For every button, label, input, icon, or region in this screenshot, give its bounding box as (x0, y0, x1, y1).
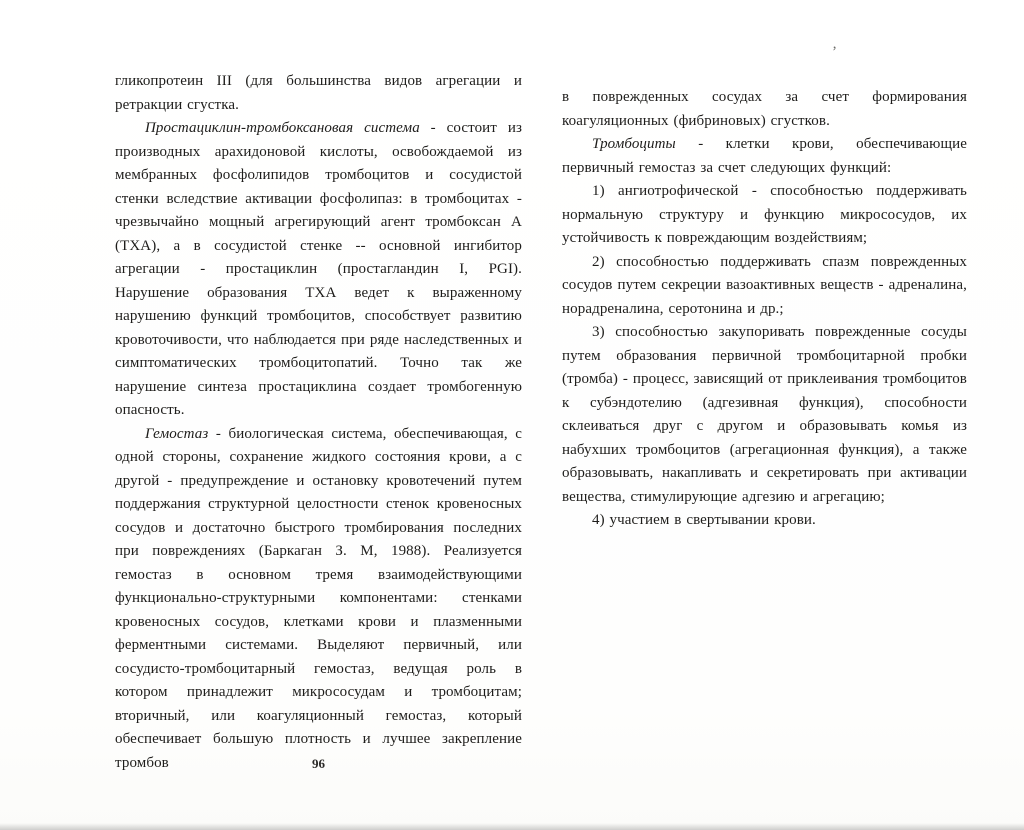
term-emphasis: Простациклин-тромбоксановая система (145, 120, 420, 136)
page-number: 96 (312, 756, 325, 771)
paragraph (562, 133, 967, 180)
paragraph-text: - биологическая система, обеспечивающая, с одной стороны, сохранение жидкого состояния крови, а с другой - предупреждение и остановку кровотечений путем поддержания структурной целостности стенок кровеносных сосудов и достаточно быстрого тромбирования последних при повреждениях (Баркаган З. М, 1988). Реализуется гемостаз в основном тремя взаимодействующими функционально-структурными компонентами: стенками кровеносных сосудов, клетками крови и плазменными ферментными системами. Выделяют первичный, или сосудисто-тромбоцитарный гемостаз, ведущая роль в котором принадлежит микрососудам и тромбоцитам; вторичный, или коагуляционный гемостаз, который обеспечивает большую плотность и лучшее закрепление тромбов (115, 425, 522, 771)
paragraph-text: 1) ангиотрофической - способностью поддерживать нормальную структуру и функцию микрососудов, их устойчивость к повреждающим воздействиям; (562, 183, 967, 246)
list-item-paragraph (562, 251, 967, 322)
scan-artifact-mark: ’ (832, 44, 837, 60)
paragraph-text: в поврежденных сосудах за счет формирования коагуляционных (фибриновых) сгустков. (562, 89, 967, 129)
paragraph (562, 86, 967, 133)
right-page (562, 86, 967, 533)
paragraph-text: - состоит из производных арахидоновой кислоты, освобождаемой из мембранных фосфолипидов тромбоцитов и сосудистой стенки вследствие активации фосфолипаз: в тромбоцитах - чрезвычайно мощный агрегирующий агент тромбоксан А (ТХА), а в сосудистой стенке -- основной ингибитор агрегации - простациклин (простагландин I, PGI). Нарушение образования ТХА ведет к выраженному нарушению функций тромбоцитов, способствует развитию кровоточивости, что наблюдается при ряде наследственных и симптоматических тромбоцитопатий. Точно так же нарушение синтеза простациклина создает тромбогенную опасность. (115, 120, 522, 418)
paragraph (115, 423, 522, 776)
paragraph-text: - клетки крови, обеспечивающие первичный гемостаз за счет следующих функций: (562, 136, 967, 176)
term-emphasis: Гемостаз (145, 425, 209, 442)
list-item-paragraph (562, 180, 967, 251)
left-page (115, 70, 522, 775)
paragraph (115, 70, 522, 117)
paragraph (115, 117, 522, 423)
paragraph-text: 3) способностью закупоривать поврежденные сосуды путем образования первичной тромбоцитарной пробки (тромба) - процесс, зависящий от приклеивания тромбоцитов к субэндотелию (адгезивная функция), способности склеиваться друг с другом и образовывать комья из набухших тромбоцитов (агрегационная функция), а также образовывать, накапливать и секретировать при активации вещества, стимулирующие адгезию и агрегацию; (562, 324, 967, 505)
term-emphasis: Тромбоциты (592, 136, 676, 152)
list-item-paragraph (562, 321, 967, 509)
paragraph-text: 2) способностью поддерживать спазм поврежденных сосудов путем секреции вазоактивных веществ - адреналина, норадреналина, серотонина и др.; (562, 253, 967, 317)
paragraph-text: 4) участием в свертывании крови. (592, 512, 816, 528)
list-item-paragraph (562, 509, 967, 533)
paragraph-text: гликопротеин III (для большинства видов агрегации и ретракции сгустка. (115, 73, 522, 113)
